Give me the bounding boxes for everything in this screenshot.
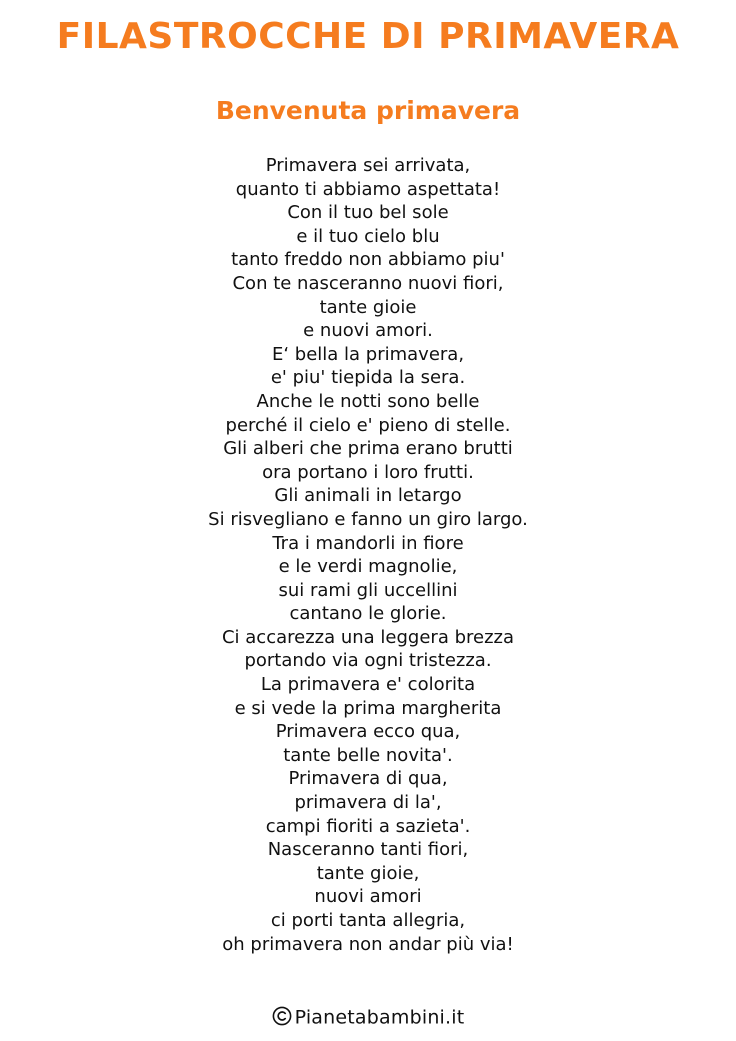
poem-line: ci porti tanta allegria, xyxy=(270,910,466,931)
poem-line: primavera di la', xyxy=(294,792,442,814)
poem-line: oh primavera non andar più via! xyxy=(222,933,514,955)
poem-line: e' piu' tiepida la sera. xyxy=(270,367,466,389)
poem-line: cantano le glorie. xyxy=(289,603,447,625)
poem-line: Nasceranno tanti fiori, xyxy=(267,839,469,861)
poem-line: e si vede la prima margherita xyxy=(234,697,502,719)
poem-line: Ci accarezza una leggera brezza xyxy=(221,626,515,648)
poem-line: Gli alberi che prima erano brutti xyxy=(223,438,513,460)
poem-line: tanto freddo non abbiamo piu' xyxy=(231,249,505,271)
poem-line: ora portano i loro frutti. xyxy=(262,461,474,483)
poem-line: sui rami gli uccellini xyxy=(278,579,458,601)
poem-line: La primavera e' colorita xyxy=(260,674,476,696)
poem-line: Anche le notti sono belle xyxy=(256,390,480,412)
poem-title: Benvenuta primavera xyxy=(215,96,521,125)
poem-line: Con il tuo bel sole xyxy=(287,202,449,224)
page-title: FILASTROCCHE DI PRIMAVERA xyxy=(56,16,680,57)
poem-line: portando via ogni tristezza. xyxy=(244,650,492,672)
poem-line: campi fioriti a sazieta'. xyxy=(265,815,471,837)
poem-line: tante gioie xyxy=(319,296,417,318)
poem-line: perché il cielo e' pieno di stelle. xyxy=(225,414,511,436)
copyright-icon xyxy=(272,1006,292,1026)
poem-line: Primavera sei arrivata, xyxy=(265,155,471,176)
poem-line: Si risvegliano e fanno un giro largo. xyxy=(208,508,528,530)
footer-credit xyxy=(0,1003,736,1032)
site-name: Pianetabambini.it xyxy=(294,1006,465,1029)
poem-line: tante belle novita'. xyxy=(283,744,453,766)
poem-line: Gli animali in letargo xyxy=(274,485,462,507)
poem-line: nuovi amori xyxy=(314,886,422,908)
poem-line: e nuovi amori. xyxy=(303,320,433,342)
poem-line: Tra i mandorli in fiore xyxy=(272,532,464,554)
poem-line: quanto ti abbiamo aspettata! xyxy=(235,178,501,200)
poem-line: tante gioie, xyxy=(316,862,420,884)
poem-body xyxy=(0,154,736,956)
poem-line: Primavera di qua, xyxy=(288,768,448,790)
poem-line: E‘ bella la primavera, xyxy=(271,343,465,365)
poem-line: e le verdi magnolie, xyxy=(278,556,458,578)
poem-line: Primavera ecco qua, xyxy=(275,721,461,743)
poem-line: e il tuo cielo blu xyxy=(296,225,440,247)
poem-line: Con te nasceranno nuovi fiori, xyxy=(232,272,504,294)
